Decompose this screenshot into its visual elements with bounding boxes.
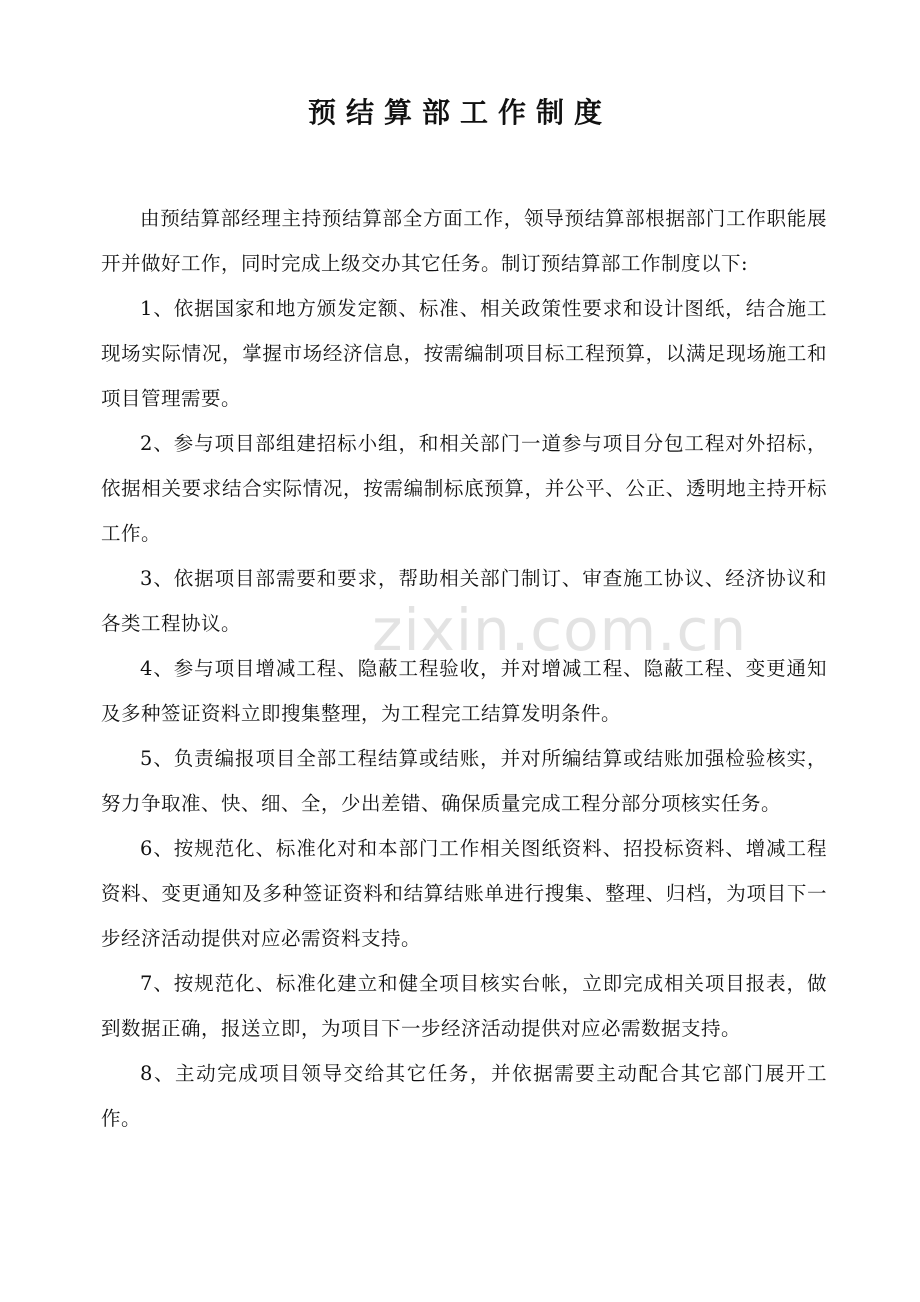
watermark: zixin.com.cn bbox=[372, 596, 748, 664]
rule-item-3: 3、依据项目部需要和要求，帮助相关部门制订、审查施工协议、经济协议和各类工程协议。 bbox=[101, 567, 827, 635]
document-title: 预结算部工作制度 bbox=[307, 96, 612, 129]
rule-item-5: 5、负责编报项目全部工程结算或结账，并对所编结算或结账加强检验核实，努力争取准、快、细、全，少出差错、确保质量完成工程分部分项核实任务。 bbox=[101, 747, 827, 815]
rule-item-8: 8、主动完成项目领导交给其它任务，并依据需要主动配合其它部门展开工作。 bbox=[101, 1062, 827, 1130]
rule-item-1: 1、依据国家和地方颁发定额、标准、相关政策性要求和设计图纸，结合施工现场实际情况，掌握市场经济信息，按需编制项目标工程预算，以满足现场施工和项目管理需要。 bbox=[101, 297, 827, 410]
rule-item-4: 4、参与项目增减工程、隐蔽工程验收，并对增减工程、隐蔽工程、变更通知及多种签证资料立即搜集整理，为工程完工结算发明条件。 bbox=[101, 657, 827, 725]
rule-item-7: 7、按规范化、标准化建立和健全项目核实台帐，立即完成相关项目报表，做到数据正确，报送立即，为项目下一步经济活动提供对应必需数据支持。 bbox=[101, 972, 827, 1040]
document-body bbox=[101, 196, 827, 1141]
rule-item-2: 2、参与项目部组建招标小组，和相关部门一道参与项目分包工程对外招标，依据相关要求结合实际情况，按需编制标底预算，并公平、公正、透明地主持开标工作。 bbox=[101, 432, 827, 545]
rule-item-6: 6、按规范化、标准化对和本部门工作相关图纸资料、招投标资料、增减工程资料、变更通知及多种签证资料和结算结账单进行搜集、整理、归档，为项目下一步经济活动提供对应必需资料支持。 bbox=[101, 837, 827, 950]
intro-paragraph: 由预结算部经理主持预结算部全方面工作，领导预结算部根据部门工作职能展开并做好工作，同时完成上级交办其它任务。制订预结算部工作制度以下: bbox=[101, 207, 827, 275]
